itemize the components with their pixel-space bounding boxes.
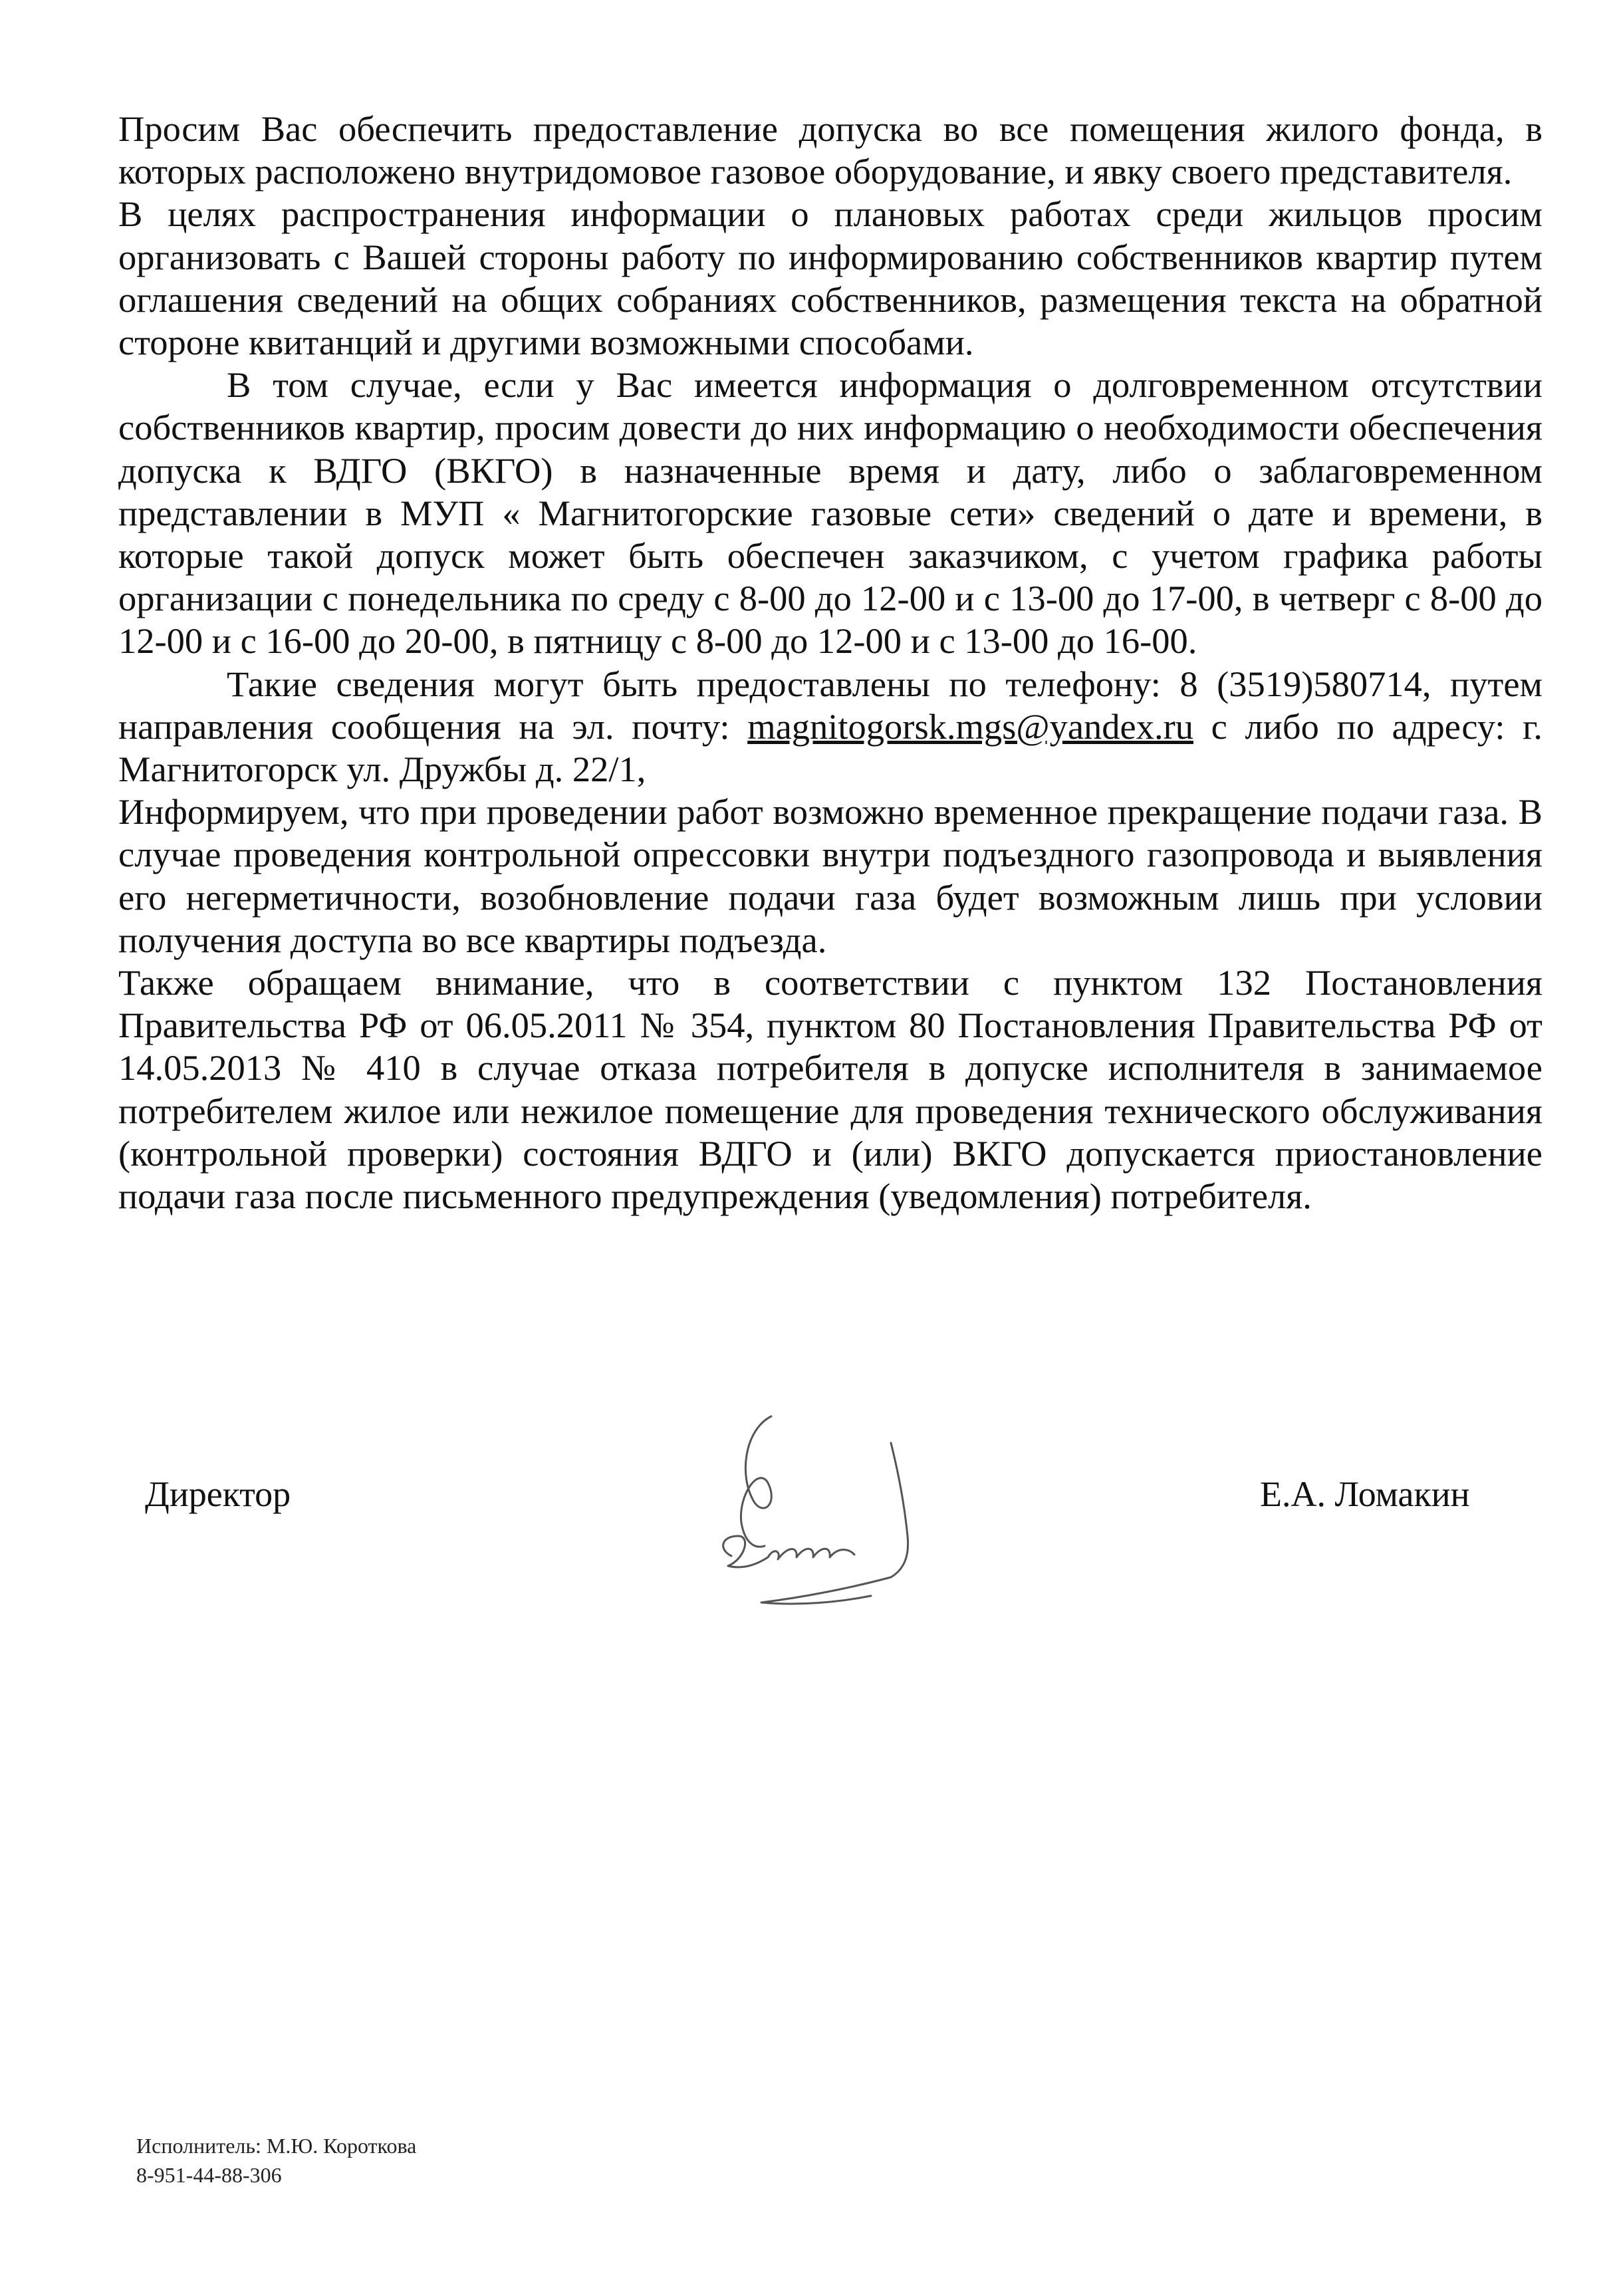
executor-block (136, 2131, 416, 2190)
executor-name: Исполнитель: М.Ю. Короткова (136, 2134, 417, 2158)
executor-phone: 8-951-44-88-306 (136, 2163, 282, 2187)
paragraph-inform-residents: В целях распространения информации о плановых работах среди жильцов просим организовать с Вашей стороны работу по информированию собственников квартир путем оглашения сведений на общих собраниях собственников, размещения текста на обратной стороне квитанций и другими возможными способами. (118, 193, 1542, 363)
paragraph-absent-owners: В том случае, если у Вас имеется информация о долговременном отсутствии собственников квартир, просим довести до них информацию о необходимости обеспечения допуска к ВДГО (ВКГО) в назначенные время и дату, либо о заблаговременном представлении в МУП « Магнитогорские газовые сети» сведений о дате и времени, в которые такой допуск может быть обеспечен заказчиком, с учетом графика работы организации с понедельника по среду с 8-00 до 12-00 и с 13-00 до 17-00, в четверг с 8-00 до 12-00 и с 16-00 до 20-00, в пятницу с 8-00 до 12-00 и с 13-00 до 16-00. (118, 364, 1542, 662)
handwritten-signature (691, 1403, 944, 1629)
paragraph-gas-interruption: Информируем, что при проведении работ возможно временное прекращение подачи газа. В случае проведения контрольной опрессовки внутри подъездного газопровода и выявления его негерметичности, возобновление подачи газа будет возможным лишь при условии получения доступа во все квартиры подъезда. (118, 791, 1542, 960)
contact-text-before: Такие сведения могут быть предоставлены по телефону: 8 (3519)580714, путем направления сообщения на эл. почту: (118, 663, 1542, 747)
signatory-name: Е.А. Ломакин (1260, 1474, 1470, 1514)
letter-body (118, 108, 1542, 1217)
paragraph-legal-notice: Также обращаем внимание, что в соответствии с пунктом 132 Постановления Правительства РФ от 06.05.2011 № 354, пунктом 80 Постановления Правительства РФ от 14.05.2013 № 410 в случае отказа потребителя в допуске исполнителя в занимаемое потребителем жилое или нежилое помещение для проведения технического обслуживания (контрольной проверки) состояния ВДГО и (или) ВКГО допускается приостановление подачи газа после письменного предупреждения (уведомления) потребителя. (118, 962, 1542, 1217)
paragraph-access-request: Просим Вас обеспечить предоставление допуска во все помещения жилого фонда, в которых расположено внутридомовое газовое оборудование, и явку своего представителя. (118, 108, 1542, 192)
email-link[interactable]: magnitogorsk.mgs@yandex.ru (747, 705, 1193, 747)
paragraph-contact-info (118, 663, 1542, 791)
signatory-title: Директор (145, 1474, 291, 1514)
contact-text-after: с либо по адресу: г. Магнитогорск ул. Дружбы д. 22/1, (118, 705, 1543, 790)
